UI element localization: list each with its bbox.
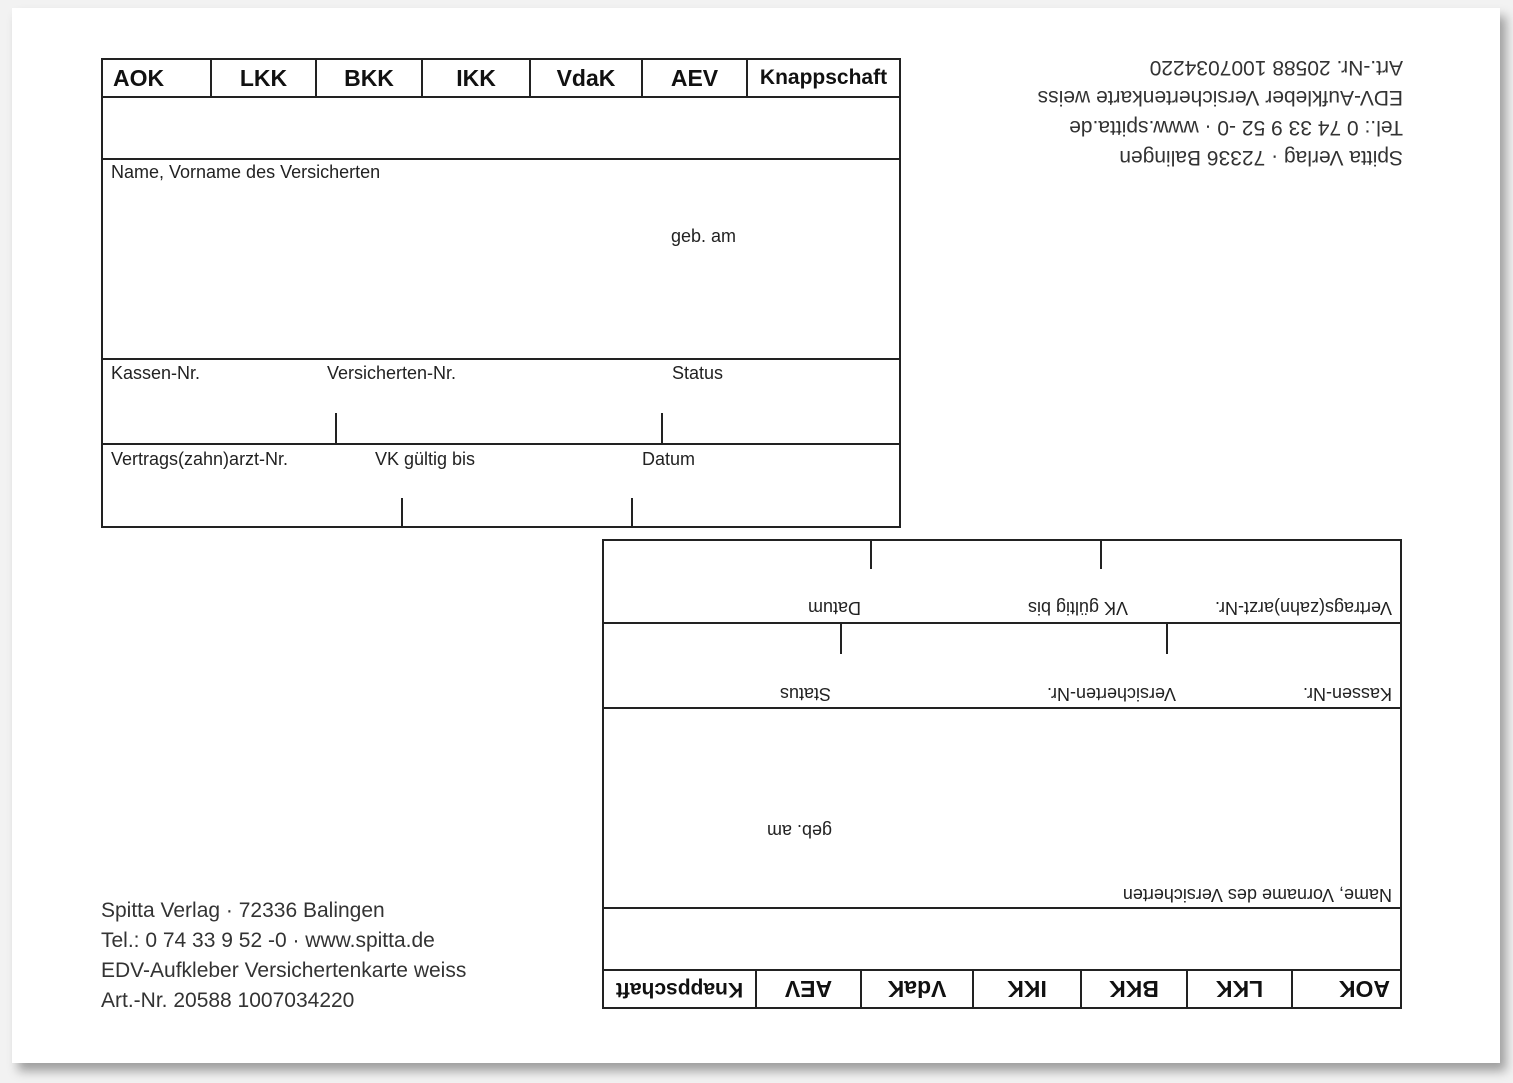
insurance-card-upright bbox=[101, 58, 901, 528]
card-valid-until-label: VK gültig bis bbox=[375, 449, 476, 469]
insured-number-label: Versicherten-Nr. bbox=[1046, 684, 1176, 704]
fund-knappschaft: Knappschaft bbox=[759, 66, 888, 89]
product-description: EDV-Aufkleber Versichertenkarte weiss bbox=[101, 959, 467, 982]
name-label: Name, Vorname des Versicherten bbox=[1122, 885, 1392, 905]
field-tick bbox=[661, 413, 663, 443]
doctor-number-label: Vertrags(zahn)arzt-Nr. bbox=[111, 449, 289, 469]
fund-lkk: LKK bbox=[1186, 971, 1291, 1007]
divider-numbers bbox=[604, 707, 1400, 709]
name-label: Name, Vorname des Versicherten bbox=[111, 162, 381, 182]
fund-ikk: IKK bbox=[972, 971, 1080, 1007]
article-number: Art.-Nr. 20588 1007034220 bbox=[1149, 56, 1403, 79]
fund-ikk: IKK bbox=[423, 60, 531, 96]
fund-lkk: LKK bbox=[212, 60, 317, 96]
fund-aok: AOK bbox=[1291, 971, 1400, 1007]
field-tick bbox=[631, 498, 633, 528]
divider-doctor bbox=[103, 443, 899, 445]
article-number: Art.-Nr. 20588 1007034220 bbox=[101, 989, 355, 1012]
card-valid-until-label: VK gültig bis bbox=[1027, 598, 1128, 618]
insured-number-label: Versicherten-Nr. bbox=[327, 363, 457, 383]
publisher-info bbox=[101, 896, 466, 1016]
date-label: Datum bbox=[642, 449, 696, 469]
field-tick bbox=[335, 413, 337, 443]
insurance-card-rotated bbox=[602, 539, 1402, 1009]
field-tick bbox=[840, 624, 842, 654]
label-sheet bbox=[12, 8, 1500, 1063]
publisher-contact: Tel.: 0 74 33 9 52 -0 · www.spitta.de bbox=[101, 929, 435, 952]
fund-aev: AEV bbox=[643, 60, 748, 96]
product-description: EDV-Aufkleber Versichertenkarte weiss bbox=[1037, 86, 1403, 109]
publisher-name: Spitta Verlag · 72336 Balingen bbox=[101, 899, 385, 922]
fund-bkk: BKK bbox=[1080, 971, 1186, 1007]
fund-number-label: Kassen-Nr. bbox=[1302, 684, 1392, 704]
date-label: Datum bbox=[807, 598, 861, 618]
publisher-contact: Tel.: 0 74 33 9 52 -0 · www.spitta.de bbox=[1069, 116, 1403, 139]
divider-doctor bbox=[604, 622, 1400, 624]
fund-vdak: VdaK bbox=[860, 971, 972, 1007]
insurance-fund-row bbox=[604, 969, 1400, 1007]
fund-aok: AOK bbox=[103, 60, 212, 96]
field-tick bbox=[1166, 624, 1168, 654]
divider-name bbox=[103, 158, 899, 160]
fund-knappschaft: Knappschaft bbox=[615, 978, 744, 1001]
status-label: Status bbox=[672, 363, 724, 383]
publisher-info-rotated bbox=[972, 52, 1403, 172]
publisher-name: Spitta Verlag · 72336 Balingen bbox=[1119, 146, 1403, 169]
field-tick bbox=[401, 498, 403, 528]
fund-vdak: VdaK bbox=[531, 60, 643, 96]
fund-aev: AEV bbox=[755, 971, 860, 1007]
field-tick bbox=[1100, 539, 1102, 569]
divider-name bbox=[604, 907, 1400, 909]
fund-number-label: Kassen-Nr. bbox=[111, 363, 201, 383]
insurance-fund-row bbox=[103, 60, 899, 98]
field-tick bbox=[870, 539, 872, 569]
divider-numbers bbox=[103, 358, 899, 360]
status-label: Status bbox=[779, 684, 831, 704]
doctor-number-label: Vertrags(zahn)arzt-Nr. bbox=[1214, 598, 1392, 618]
birth-date-label: geb. am bbox=[671, 226, 737, 246]
fund-bkk: BKK bbox=[317, 60, 423, 96]
birth-date-label: geb. am bbox=[766, 821, 832, 841]
